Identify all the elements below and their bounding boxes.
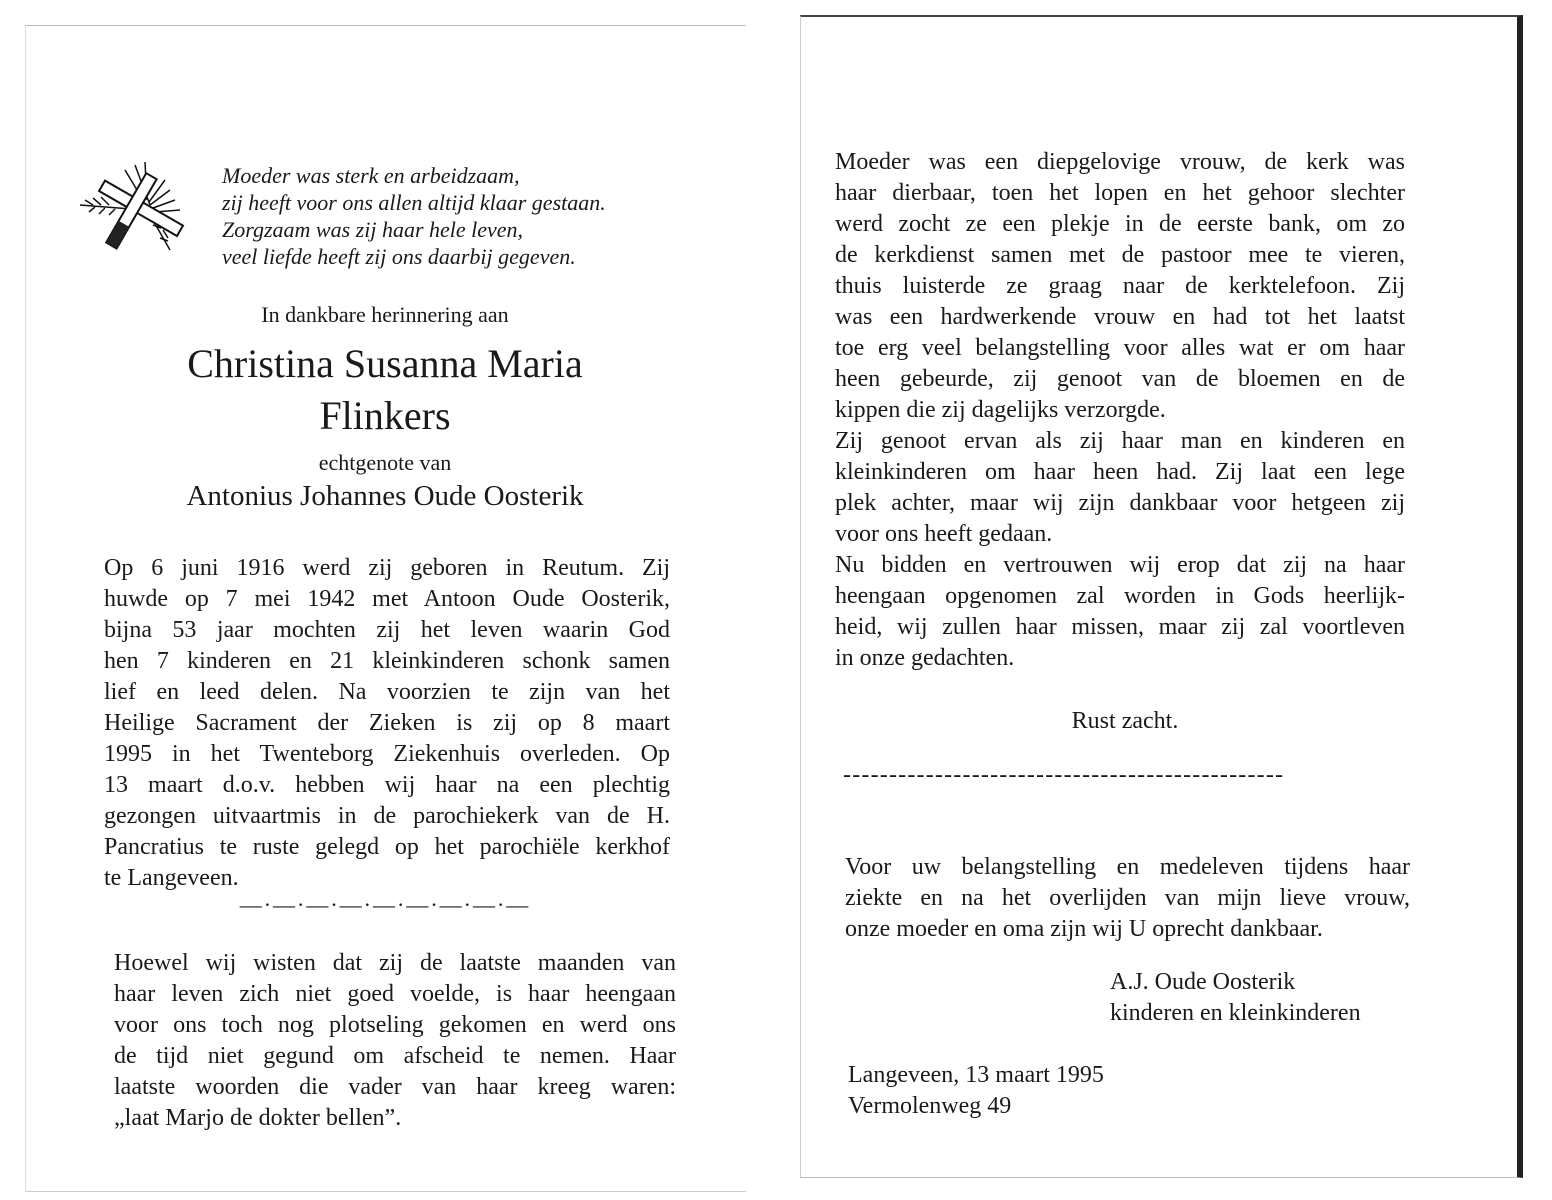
biography-paragraph: [104, 553, 670, 894]
place-and-address: [848, 1060, 1104, 1122]
text-line: werd zocht ze een plekje in de eerste bank, om zo: [835, 211, 1405, 237]
text-line: voor ons heeft gedaan.: [835, 521, 1053, 547]
text-line: voor ons toch nog plotseling gekomen en werd ons: [114, 1012, 676, 1038]
text-line: was een hardwerkende vrouw en had tot het laatst: [835, 304, 1405, 330]
text-line: gezongen uitvaartmis in de parochiekerk van de H.: [104, 803, 670, 829]
text-line: de kerkdienst samen met de pastoor mee te vieren,: [835, 242, 1405, 268]
text-line: hen 7 kinderen en 21 kleinkinderen schonk samen: [104, 648, 670, 674]
text-line: kippen die zij dagelijks verzorgde.: [835, 397, 1166, 423]
signature-line: kinderen en kleinkinderen: [1110, 1000, 1361, 1026]
text-line: Op 6 juni 1916 werd zij geboren in Reutum. Zij: [104, 555, 670, 581]
life-description-text: [835, 147, 1405, 674]
text-line: Pancratius te ruste gelegd op het parochiële kerkhof: [104, 834, 670, 860]
text-line: 1995 in het Twenteborg Ziekenhuis overleden. Op: [104, 741, 670, 767]
text-line: heid, wij zullen haar missen, maar zij zal voortleven: [835, 614, 1405, 640]
deceased-name-line1: Christina Susanna Maria: [187, 341, 583, 386]
dashed-divider: ------------------------------------------------: [843, 762, 1285, 788]
rest-in-peace: Rust zacht.: [1071, 708, 1179, 734]
last-words-paragraph: [114, 948, 676, 1134]
text-line: „laat Marjo de dokter bellen”.: [114, 1105, 402, 1131]
ornamental-divider: —·—·—·—·—·—·—·—·—: [239, 892, 531, 917]
text-line: Zij genoot ervan als zij haar man en kinderen en: [835, 428, 1405, 454]
thanks-paragraph: [845, 852, 1410, 945]
text-line: lief en leed delen. Na voorzien te zijn van het: [104, 679, 670, 705]
signature: [1110, 967, 1361, 1029]
text-line: onze moeder en oma zijn wij U oprecht dankbaar.: [845, 916, 1323, 942]
text-line: Heilige Sacrament der Zieken is zij op 8 maart: [104, 710, 670, 736]
text-line: Moeder was een diepgelovige vrouw, de kerk was: [835, 149, 1405, 175]
text-line: de tijd niet gegund om afscheid te nemen. Haar: [114, 1043, 676, 1069]
place-date: Langeveen, 13 maart 1995: [848, 1062, 1104, 1088]
cross-with-pine-branch-icon: [75, 160, 205, 265]
text-line: plek achter, maar wij zijn dankbaar voor hetgeen zij: [835, 490, 1405, 516]
spouse-intro: echtgenote van: [318, 450, 452, 475]
address: Vermolenweg 49: [848, 1093, 1012, 1119]
deceased-name-line2: Flinkers: [319, 393, 451, 438]
text-line: huwde op 7 mei 1942 met Antoon Oude Oosterik,: [104, 586, 670, 612]
text-line: 13 maart d.o.v. hebben wij haar na een plechtig: [104, 772, 670, 798]
text-line: heen gebeurde, zij genoot van de bloemen en de: [835, 366, 1405, 392]
text-line: haar dierbaar, toen het lopen en het gehoor slechter: [835, 180, 1405, 206]
text-line: te Langeveen.: [104, 865, 239, 891]
text-line: Hoewel wij wisten dat zij de laatste maanden van: [114, 950, 676, 976]
poem: [222, 162, 606, 270]
intro-text: In dankbare herinnering aan: [261, 302, 509, 327]
text-line: laatste woorden die vader van haar kreeg waren:: [114, 1074, 676, 1100]
poem-line: Zorgzaam was zij haar hele leven,: [222, 217, 524, 242]
text-line: in onze gedachten.: [835, 645, 1015, 671]
poem-line: veel liefde heeft zij ons daarbij gegeven.: [222, 244, 576, 269]
text-line: bijna 53 jaar mochten zij het leven waarin God: [104, 617, 670, 643]
text-line: thuis luisterde ze graag naar de kerktelefoon. Zij: [835, 273, 1405, 299]
poem-line: Moeder was sterk en arbeidzaam,: [222, 163, 520, 188]
signature-line: A.J. Oude Oosterik: [1110, 969, 1296, 995]
text-line: toe erg veel belangstelling voor alles wat er om haar: [835, 335, 1405, 361]
text-line: heengaan opgenomen zal worden in Gods heerlijk-: [835, 583, 1405, 609]
text-line: Nu bidden en vertrouwen wij erop dat zij na haar: [835, 552, 1405, 578]
spouse-name: Antonius Johannes Oude Oosterik: [186, 480, 584, 512]
text-line: Voor uw belangstelling en medeleven tijdens haar: [845, 854, 1410, 880]
text-line: kleinkinderen om haar heen had. Zij laat een lege: [835, 459, 1405, 485]
text-line: haar leven zich niet goed voelde, is haar heengaan: [114, 981, 676, 1007]
poem-line: zij heeft voor ons allen altijd klaar gestaan.: [222, 190, 606, 215]
text-line: ziekte en na het overlijden van mijn lieve vrouw,: [845, 885, 1410, 911]
